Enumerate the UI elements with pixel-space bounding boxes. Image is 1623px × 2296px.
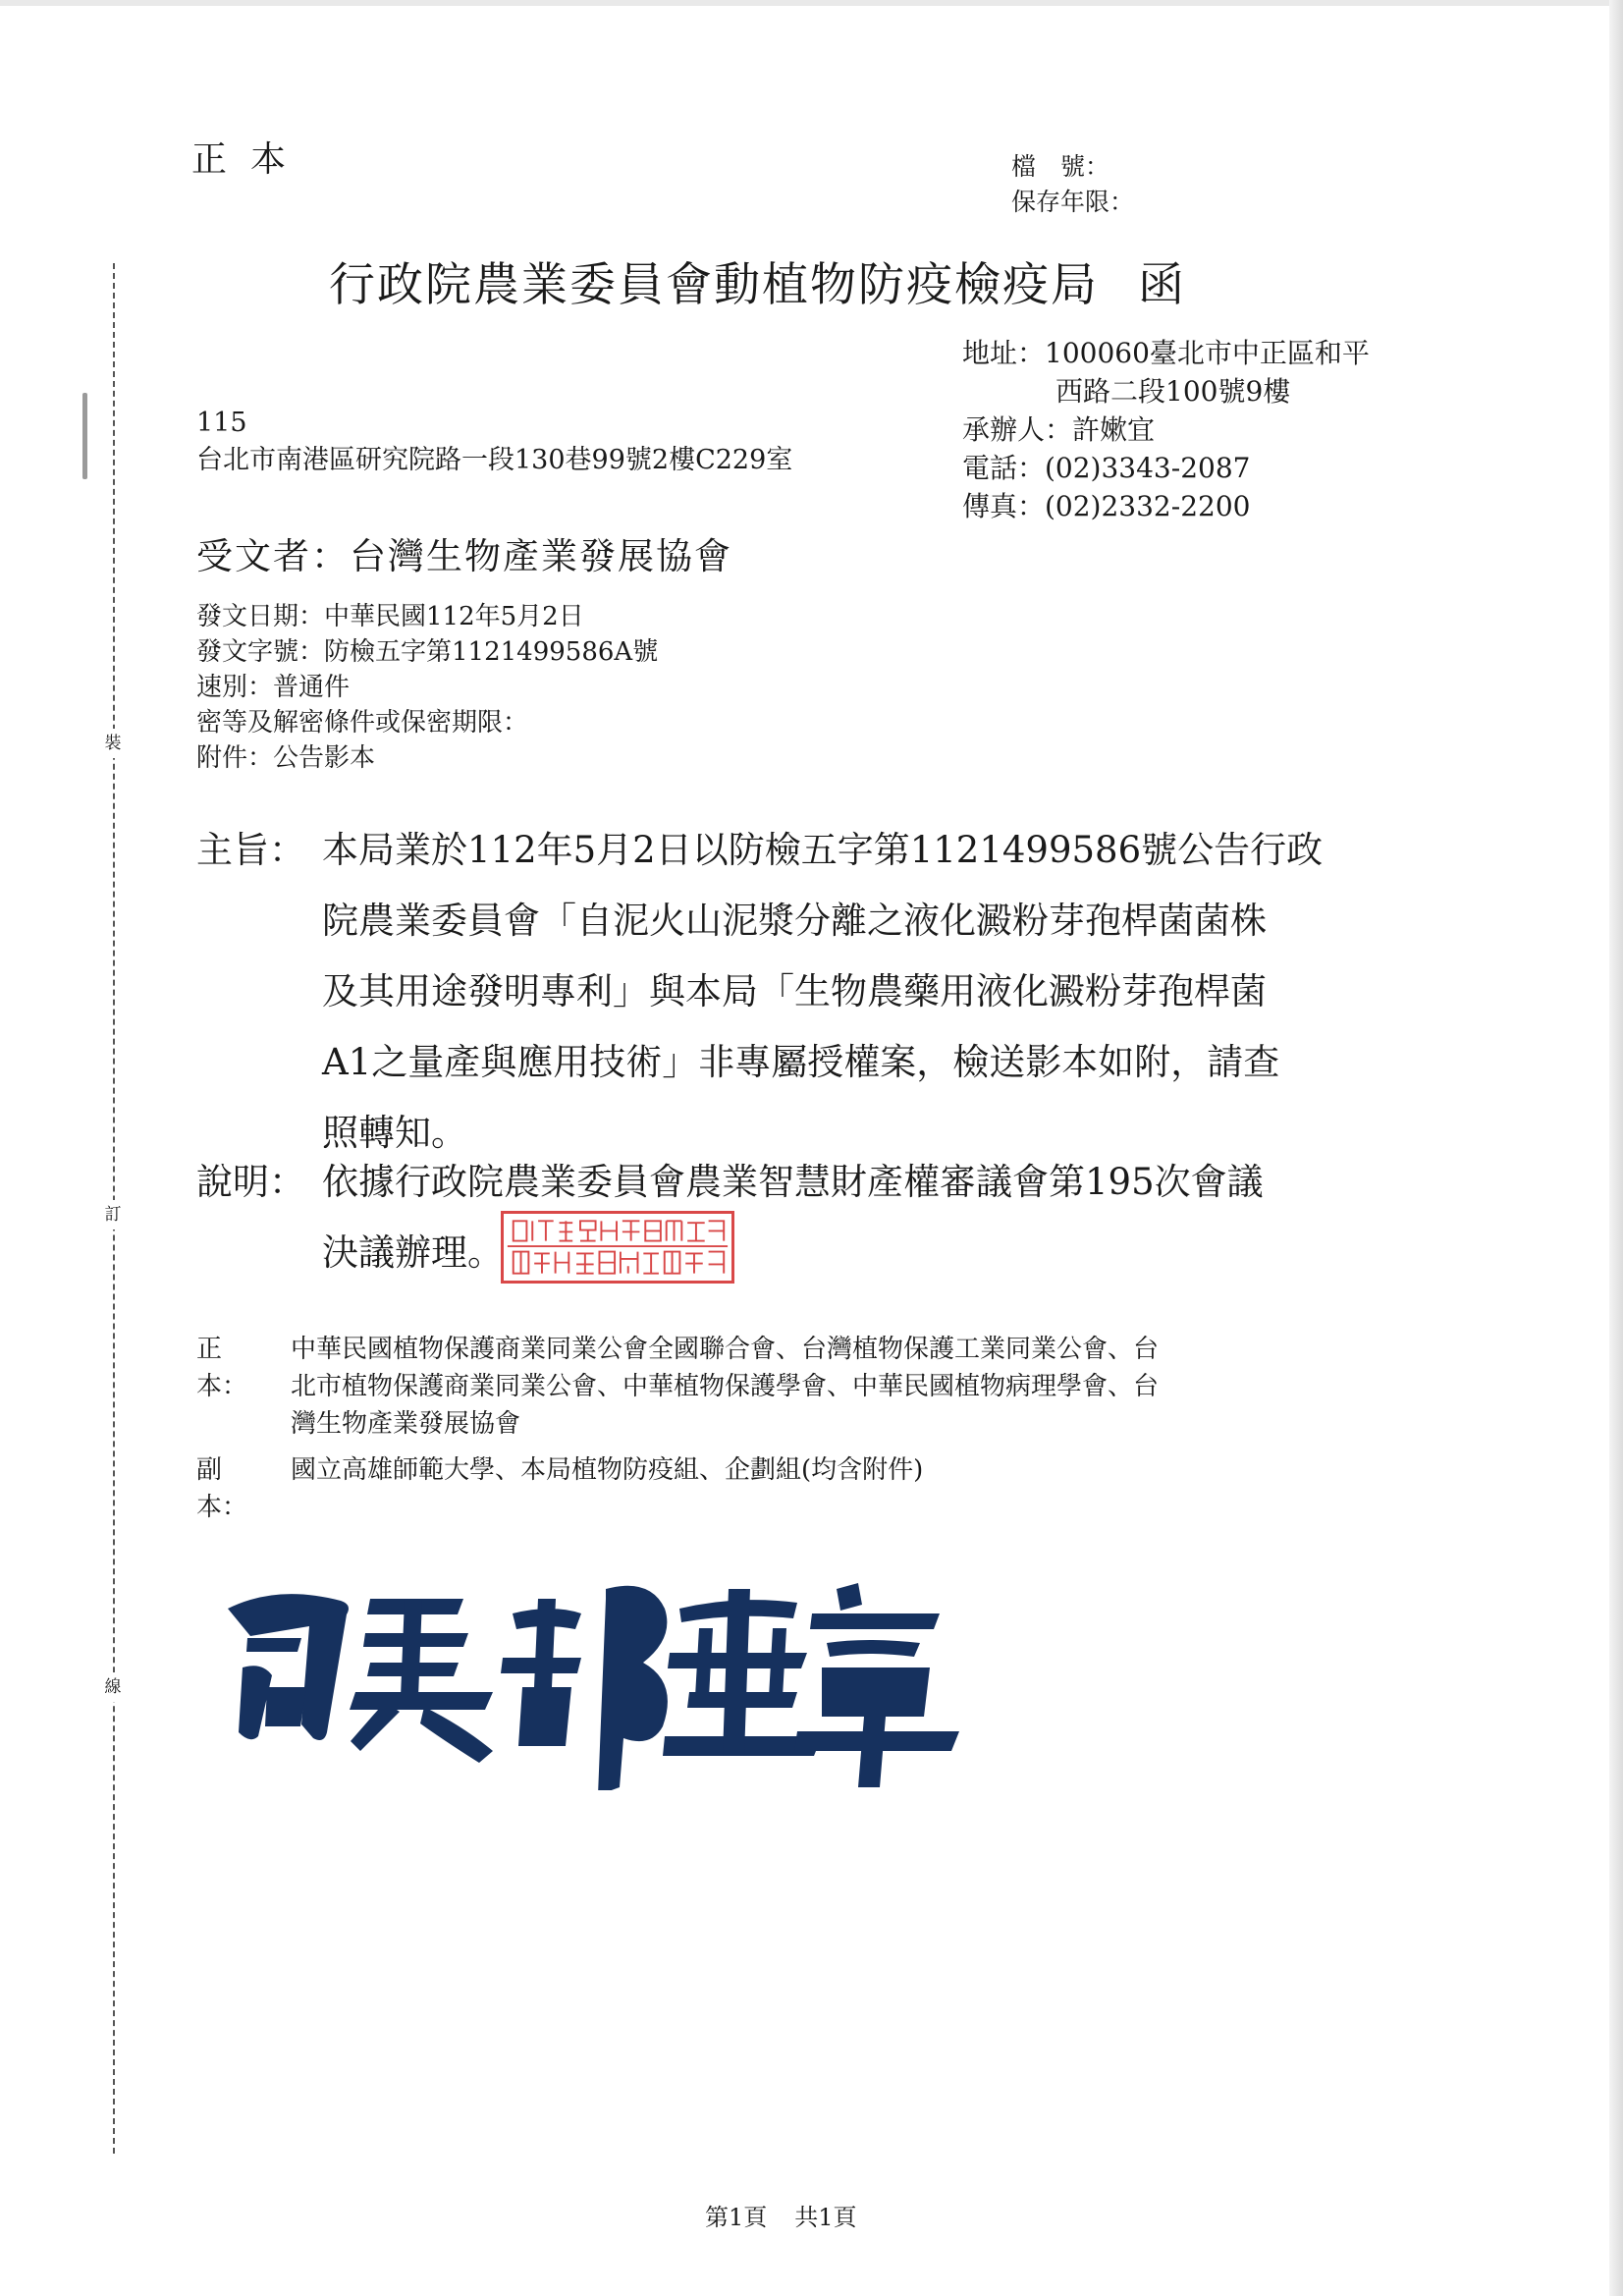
binding-mark-line: 線: [101, 1672, 125, 1702]
sender-address-line-2: 西路二段100號9樓: [1055, 375, 1291, 408]
explanation-label: 說明：: [196, 1161, 305, 1203]
binding-mark-bind: 裝: [101, 729, 125, 758]
original-recipients-line: 中華民國植物保護商業同業公會全國聯合會、台灣植物保護工業同業公會、台: [291, 1335, 1160, 1364]
page-footer: [705, 2198, 857, 2232]
subject-line: A1之量產與應用技術」非專屬授權案，檢送影本如附，請查: [322, 1041, 1280, 1083]
delivery-speed: 速別：普通件: [196, 673, 351, 702]
original-recipients: [291, 1331, 1159, 1443]
retention-period-label: 保存年限：: [1011, 188, 1135, 216]
director-signature: [208, 1559, 974, 1790]
attachment: 附件：公告影本: [196, 743, 376, 773]
recipient-address: 台北市南港區研究院路一段130巷99號2樓C229室: [196, 445, 793, 475]
issue-date: 發文日期：中華民國112年5月2日: [196, 602, 584, 631]
page-total: 共1頁: [794, 2204, 857, 2231]
agency-title: [329, 248, 1186, 314]
subject-body: [322, 815, 1323, 1169]
subject-label: 主旨：: [196, 829, 305, 871]
binding-mark-staple: 訂: [101, 1200, 125, 1230]
sender-contact: [962, 334, 1370, 525]
subject-line: 照轉知。: [322, 1112, 467, 1154]
subject-line: 及其用途發明專利」與本局「生物農藥用液化澱粉芽孢桿菌: [322, 970, 1267, 1012]
file-number-label: 檔 號：: [1011, 152, 1110, 181]
scan-edge-right: [1609, 0, 1623, 2296]
document-kind: 函: [1138, 258, 1186, 312]
fax: 傳真：(02)2332-2200: [962, 490, 1251, 522]
binding-clip-mark: [82, 393, 87, 479]
recipient-mailing-block: [196, 405, 792, 479]
original-recipients-line: 北市植物保護商業同業公會、中華植物保護學會、中華民國植物病理學會、台: [291, 1372, 1160, 1401]
copy-type-label: 正本: [191, 139, 310, 180]
scan-edge-top: [0, 0, 1623, 6]
agency-name: 行政院農業委員會動植物防疫檢疫局: [329, 258, 1099, 312]
recipient: 受文者：台灣生物產業發展協會: [196, 535, 732, 577]
file-info: [1011, 149, 1134, 220]
recipient-postal-code: 115: [196, 408, 247, 438]
document-number: 發文字號：防檢五字第1121499586A號: [196, 637, 659, 667]
original-recipients-label: 正本：: [196, 1335, 248, 1401]
handler: 承辦人：許嫰宜: [962, 413, 1156, 446]
original-recipients-line: 灣生物產業發展協會: [291, 1409, 521, 1439]
explanation-line: 依據行政院農業委員會農業智慧財產權審議會第195次會議: [322, 1161, 1264, 1203]
explanation-line: 決議辦理。: [322, 1231, 504, 1274]
official-seal-stamp: [501, 1211, 734, 1284]
sender-address-line-1: 地址：100060臺北市中正區和平: [962, 337, 1370, 369]
subject-line: 本局業於112年5月2日以防檢五字第1121499586號公告行政: [322, 829, 1324, 871]
document-meta: [196, 599, 658, 776]
explanation-body: [322, 1147, 1264, 1288]
page-number: 第1頁: [705, 2204, 768, 2231]
copy-recipients-line: 國立高雄師範大學、本局植物防疫組、企劃組(均含附件): [291, 1455, 924, 1485]
copy-recipients-label: 副本：: [196, 1455, 248, 1522]
phone: 電話：(02)3343-2087: [962, 452, 1251, 484]
secrecy-level: 密等及解密條件或保密期限：: [196, 708, 529, 738]
copy-recipients: [291, 1451, 923, 1489]
subject-line: 院農業委員會「自泥火山泥漿分離之液化澱粉芽孢桿菌菌株: [322, 900, 1267, 942]
